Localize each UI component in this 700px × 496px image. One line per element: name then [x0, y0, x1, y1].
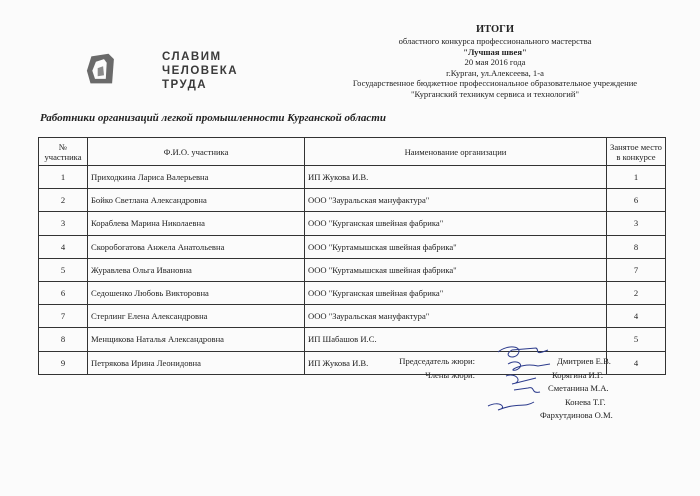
- logo-line-1: СЛАВИМ: [162, 51, 222, 63]
- table-row: [39, 235, 666, 258]
- table-header-row: [39, 138, 666, 166]
- header-num: № участника: [39, 138, 88, 166]
- cell-place: 8: [607, 235, 666, 258]
- cell-num: 3: [39, 212, 88, 235]
- table-row: [39, 189, 666, 212]
- header-date: 20 мая 2016 года: [464, 57, 526, 68]
- cell-num: 7: [39, 305, 88, 328]
- table-row: [39, 328, 666, 351]
- cell-fio: Кораблева Марина Николаевна: [88, 212, 305, 235]
- jury-member-name: Сметанина М.А.: [548, 383, 609, 393]
- cell-org: ООО "Курганская швейная фабрика": [305, 212, 607, 235]
- header-org: Наименование организации: [305, 138, 607, 166]
- cell-place: 1: [607, 166, 666, 189]
- jury-member-name: Конева Т.Г.: [565, 396, 606, 407]
- cell-fio: Седошенко Любовь Викторовна: [88, 281, 305, 304]
- cell-org: ИП Жукова И.В.: [305, 351, 607, 374]
- cell-place: 3: [607, 212, 666, 235]
- header-org-1: Государственное бюджетное профессиональное образовательное учреждение: [352, 78, 638, 89]
- cell-fio: Скоробогатова Анжела Анатольевна: [88, 235, 305, 258]
- cell-num: 1: [39, 166, 88, 189]
- cell-place: 4: [607, 351, 666, 374]
- cell-fio: Петрякова Ирина Леонидовна: [88, 351, 305, 374]
- cell-org: ООО "Куртамышская швейная фабрика": [305, 258, 607, 281]
- header-place: Занятое место в конкурсе: [607, 138, 666, 166]
- jury-chair-name: Дмитриев Е.В.: [557, 356, 611, 366]
- jury-member-name: Корягина И.Г.: [552, 369, 604, 380]
- cell-org: ИП Шабашов И.С.: [305, 328, 607, 351]
- cell-org: ООО "Зауральская мануфактура": [305, 189, 607, 212]
- document-header: [330, 24, 660, 100]
- cell-org: ООО "Зауральская мануфактура": [305, 305, 607, 328]
- cell-place: 7: [607, 258, 666, 281]
- table-row: [39, 212, 666, 235]
- cell-fio: Бойко Светлана Александровна: [88, 189, 305, 212]
- header-line-2: областного конкурса профессионального мастерства: [398, 36, 592, 46]
- jury-block: [360, 355, 680, 423]
- results-table: [38, 137, 666, 375]
- table-row: [39, 166, 666, 189]
- cell-place: 2: [607, 281, 666, 304]
- header-fio: Ф.И.О. участника: [88, 138, 305, 166]
- document-title: ИТОГИ: [475, 24, 515, 35]
- cell-place: 4: [607, 305, 666, 328]
- cell-fio: Приходкина Лариса Валерьевна: [88, 166, 305, 189]
- logo-line-3: ТРУДА: [162, 79, 208, 91]
- table-subtitle: Работники организаций легкой промышленности Курганской области: [40, 112, 386, 124]
- cell-place: 6: [607, 189, 666, 212]
- cell-num: 9: [39, 351, 88, 374]
- logo-emblem: [86, 33, 158, 105]
- header-line-3: "Лучшая швея": [463, 46, 527, 57]
- table-row: [39, 281, 666, 304]
- cell-num: 2: [39, 189, 88, 212]
- cell-num: 8: [39, 328, 88, 351]
- cell-org: ООО "Куртамышская швейная фабрика": [305, 235, 607, 258]
- logo-line-2: ЧЕЛОВЕКА: [162, 65, 239, 77]
- cell-num: 5: [39, 258, 88, 281]
- logo-text: [162, 50, 238, 92]
- cell-org: ООО "Курганская швейная фабрика": [305, 281, 607, 304]
- jury-chair-label: Председатель жюри:: [399, 356, 475, 366]
- cell-org: ИП Жукова И.В.: [305, 166, 607, 189]
- cell-fio: Стерлинг Елена Александровна: [88, 305, 305, 328]
- header-org-2: "Курганский техникум сервиса и технологий": [411, 88, 579, 99]
- table-row: [39, 305, 666, 328]
- cell-num: 6: [39, 281, 88, 304]
- cell-num: 4: [39, 235, 88, 258]
- jury-member-name: Фархутдинова О.М.: [540, 410, 613, 420]
- jury-members-label: Члены жюри:: [425, 369, 475, 380]
- header-address: г.Курган, ул.Алексеева, 1-а: [446, 67, 544, 78]
- table-row: [39, 258, 666, 281]
- cell-place: 5: [607, 328, 666, 351]
- cell-fio: Журавлева Ольга Ивановна: [88, 258, 305, 281]
- cell-fio: Менщикова Наталья Александровна: [88, 328, 305, 351]
